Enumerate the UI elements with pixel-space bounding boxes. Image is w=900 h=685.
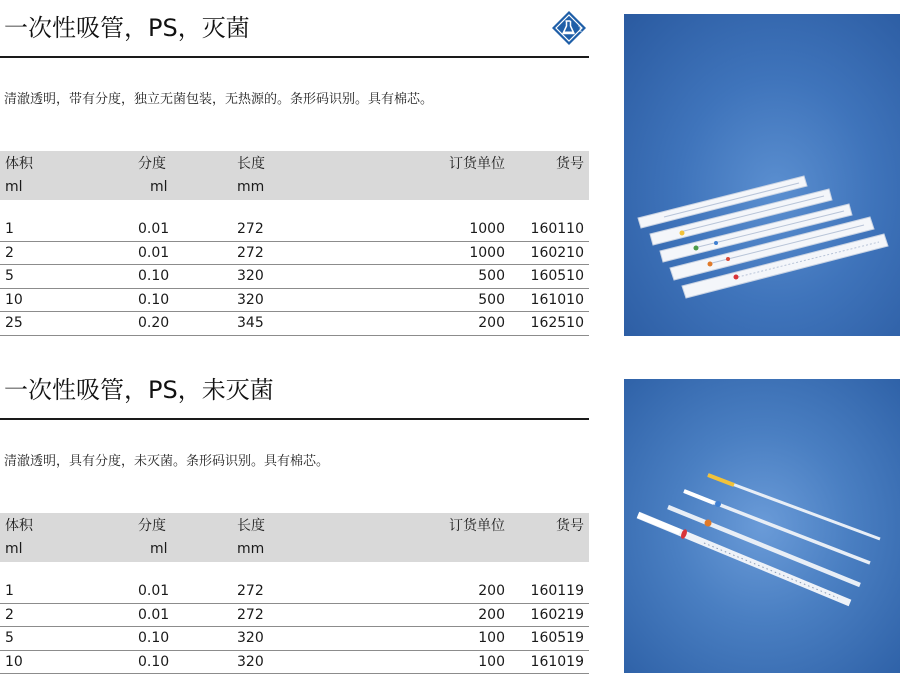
- pipette: [668, 507, 860, 585]
- cell-volume: 10: [5, 653, 23, 670]
- header-order-unit: 订货单位: [449, 518, 505, 534]
- table-row: [0, 627, 589, 651]
- cell-volume: 1: [5, 583, 14, 599]
- cell-volume: 2: [5, 244, 14, 261]
- header-length: 长度: [237, 156, 265, 172]
- header-volume: 体积: [5, 156, 33, 172]
- cell-length: 320: [237, 291, 264, 308]
- header-order-unit: 订货单位: [449, 156, 505, 172]
- table-header: [0, 513, 589, 562]
- cell-item-no: 161010: [530, 291, 584, 308]
- header-volume-unit: ml: [5, 179, 23, 195]
- section-description: 清澈透明，具有分度，未灭菌。条形码识别。具有棉芯。: [4, 454, 330, 469]
- cell-order-unit: 1000: [469, 244, 505, 261]
- header-volume-unit: ml: [5, 541, 23, 557]
- section-description: 清澈透明，带有分度，独立无菌包装，无热源的。条形码识别。具有棉芯。: [4, 92, 434, 107]
- header-length: 长度: [237, 518, 265, 534]
- badge-number: 1: [577, 24, 583, 34]
- cell-order-unit: 100: [478, 653, 505, 670]
- cell-order-unit: 500: [478, 268, 505, 285]
- table-row: [0, 651, 589, 675]
- header-item-no: 货号: [556, 518, 584, 534]
- header-volume: 体积: [5, 518, 33, 534]
- cell-graduation: 0.10: [138, 268, 170, 285]
- table-row: [0, 312, 589, 336]
- cell-item-no: 160210: [530, 244, 584, 261]
- pipette: [708, 475, 880, 539]
- cell-order-unit: 200: [478, 583, 505, 599]
- header-length-unit: mm: [237, 541, 265, 557]
- cell-length: 272: [237, 606, 264, 623]
- table-row: [0, 580, 589, 604]
- cell-length: 320: [237, 630, 264, 647]
- cell-item-no: 160519: [530, 630, 584, 647]
- table-body: [0, 580, 589, 674]
- cell-graduation: 0.01: [138, 244, 170, 261]
- cell-order-unit: 100: [478, 630, 505, 647]
- section-title: 一次性吸管，PS，未灭菌: [4, 376, 274, 404]
- table-row: [0, 289, 589, 313]
- table-body: [0, 218, 589, 336]
- cell-length: 272: [237, 221, 264, 237]
- flask-icon: [551, 10, 587, 46]
- cell-order-unit: 500: [478, 291, 505, 308]
- cell-item-no: 161019: [530, 653, 584, 670]
- table-row: [0, 604, 589, 628]
- header-graduation: 分度: [138, 518, 166, 534]
- cell-order-unit: 200: [478, 315, 505, 332]
- cell-volume: 5: [5, 268, 14, 285]
- cell-graduation: 0.10: [138, 291, 170, 308]
- cell-volume: 10: [5, 291, 23, 308]
- section-title: 一次性吸管，PS，灭菌: [4, 14, 250, 42]
- table-row: [0, 242, 589, 266]
- header-length-unit: mm: [237, 179, 265, 195]
- pipette: [638, 515, 850, 603]
- header-graduation-unit: ml: [150, 179, 168, 195]
- cell-graduation: 0.01: [138, 583, 170, 599]
- product-photo-sterile-pipettes: [624, 14, 900, 336]
- cell-item-no: 160119: [530, 583, 584, 599]
- cell-length: 345: [237, 315, 264, 332]
- cell-volume: 5: [5, 630, 14, 647]
- cell-order-unit: 1000: [469, 221, 505, 237]
- cell-graduation: 0.01: [138, 606, 170, 623]
- table-header: [0, 151, 589, 200]
- title-rule: [0, 418, 589, 420]
- cell-graduation: 0.01: [138, 221, 170, 237]
- cell-volume: 25: [5, 315, 23, 332]
- header-graduation: 分度: [138, 156, 166, 172]
- product-photo-non-sterile-pipettes: [624, 379, 900, 673]
- cell-item-no: 160510: [530, 268, 584, 285]
- header-graduation-unit: ml: [150, 541, 168, 557]
- title-rule: [0, 56, 589, 58]
- cell-volume: 2: [5, 606, 14, 623]
- table-row: [0, 218, 589, 242]
- cell-graduation: 0.10: [138, 653, 170, 670]
- cell-item-no: 160110: [530, 221, 584, 237]
- cell-graduation: 0.10: [138, 630, 170, 647]
- cell-item-no: 162510: [530, 315, 584, 332]
- cell-length: 272: [237, 583, 264, 599]
- cell-graduation: 0.20: [138, 315, 170, 332]
- cell-length: 272: [237, 244, 264, 261]
- cell-length: 320: [237, 653, 264, 670]
- cell-order-unit: 200: [478, 606, 505, 623]
- cell-item-no: 160219: [530, 606, 584, 623]
- table-row: [0, 265, 589, 289]
- cell-volume: 1: [5, 221, 14, 237]
- cell-length: 320: [237, 268, 264, 285]
- header-item-no: 货号: [556, 156, 584, 172]
